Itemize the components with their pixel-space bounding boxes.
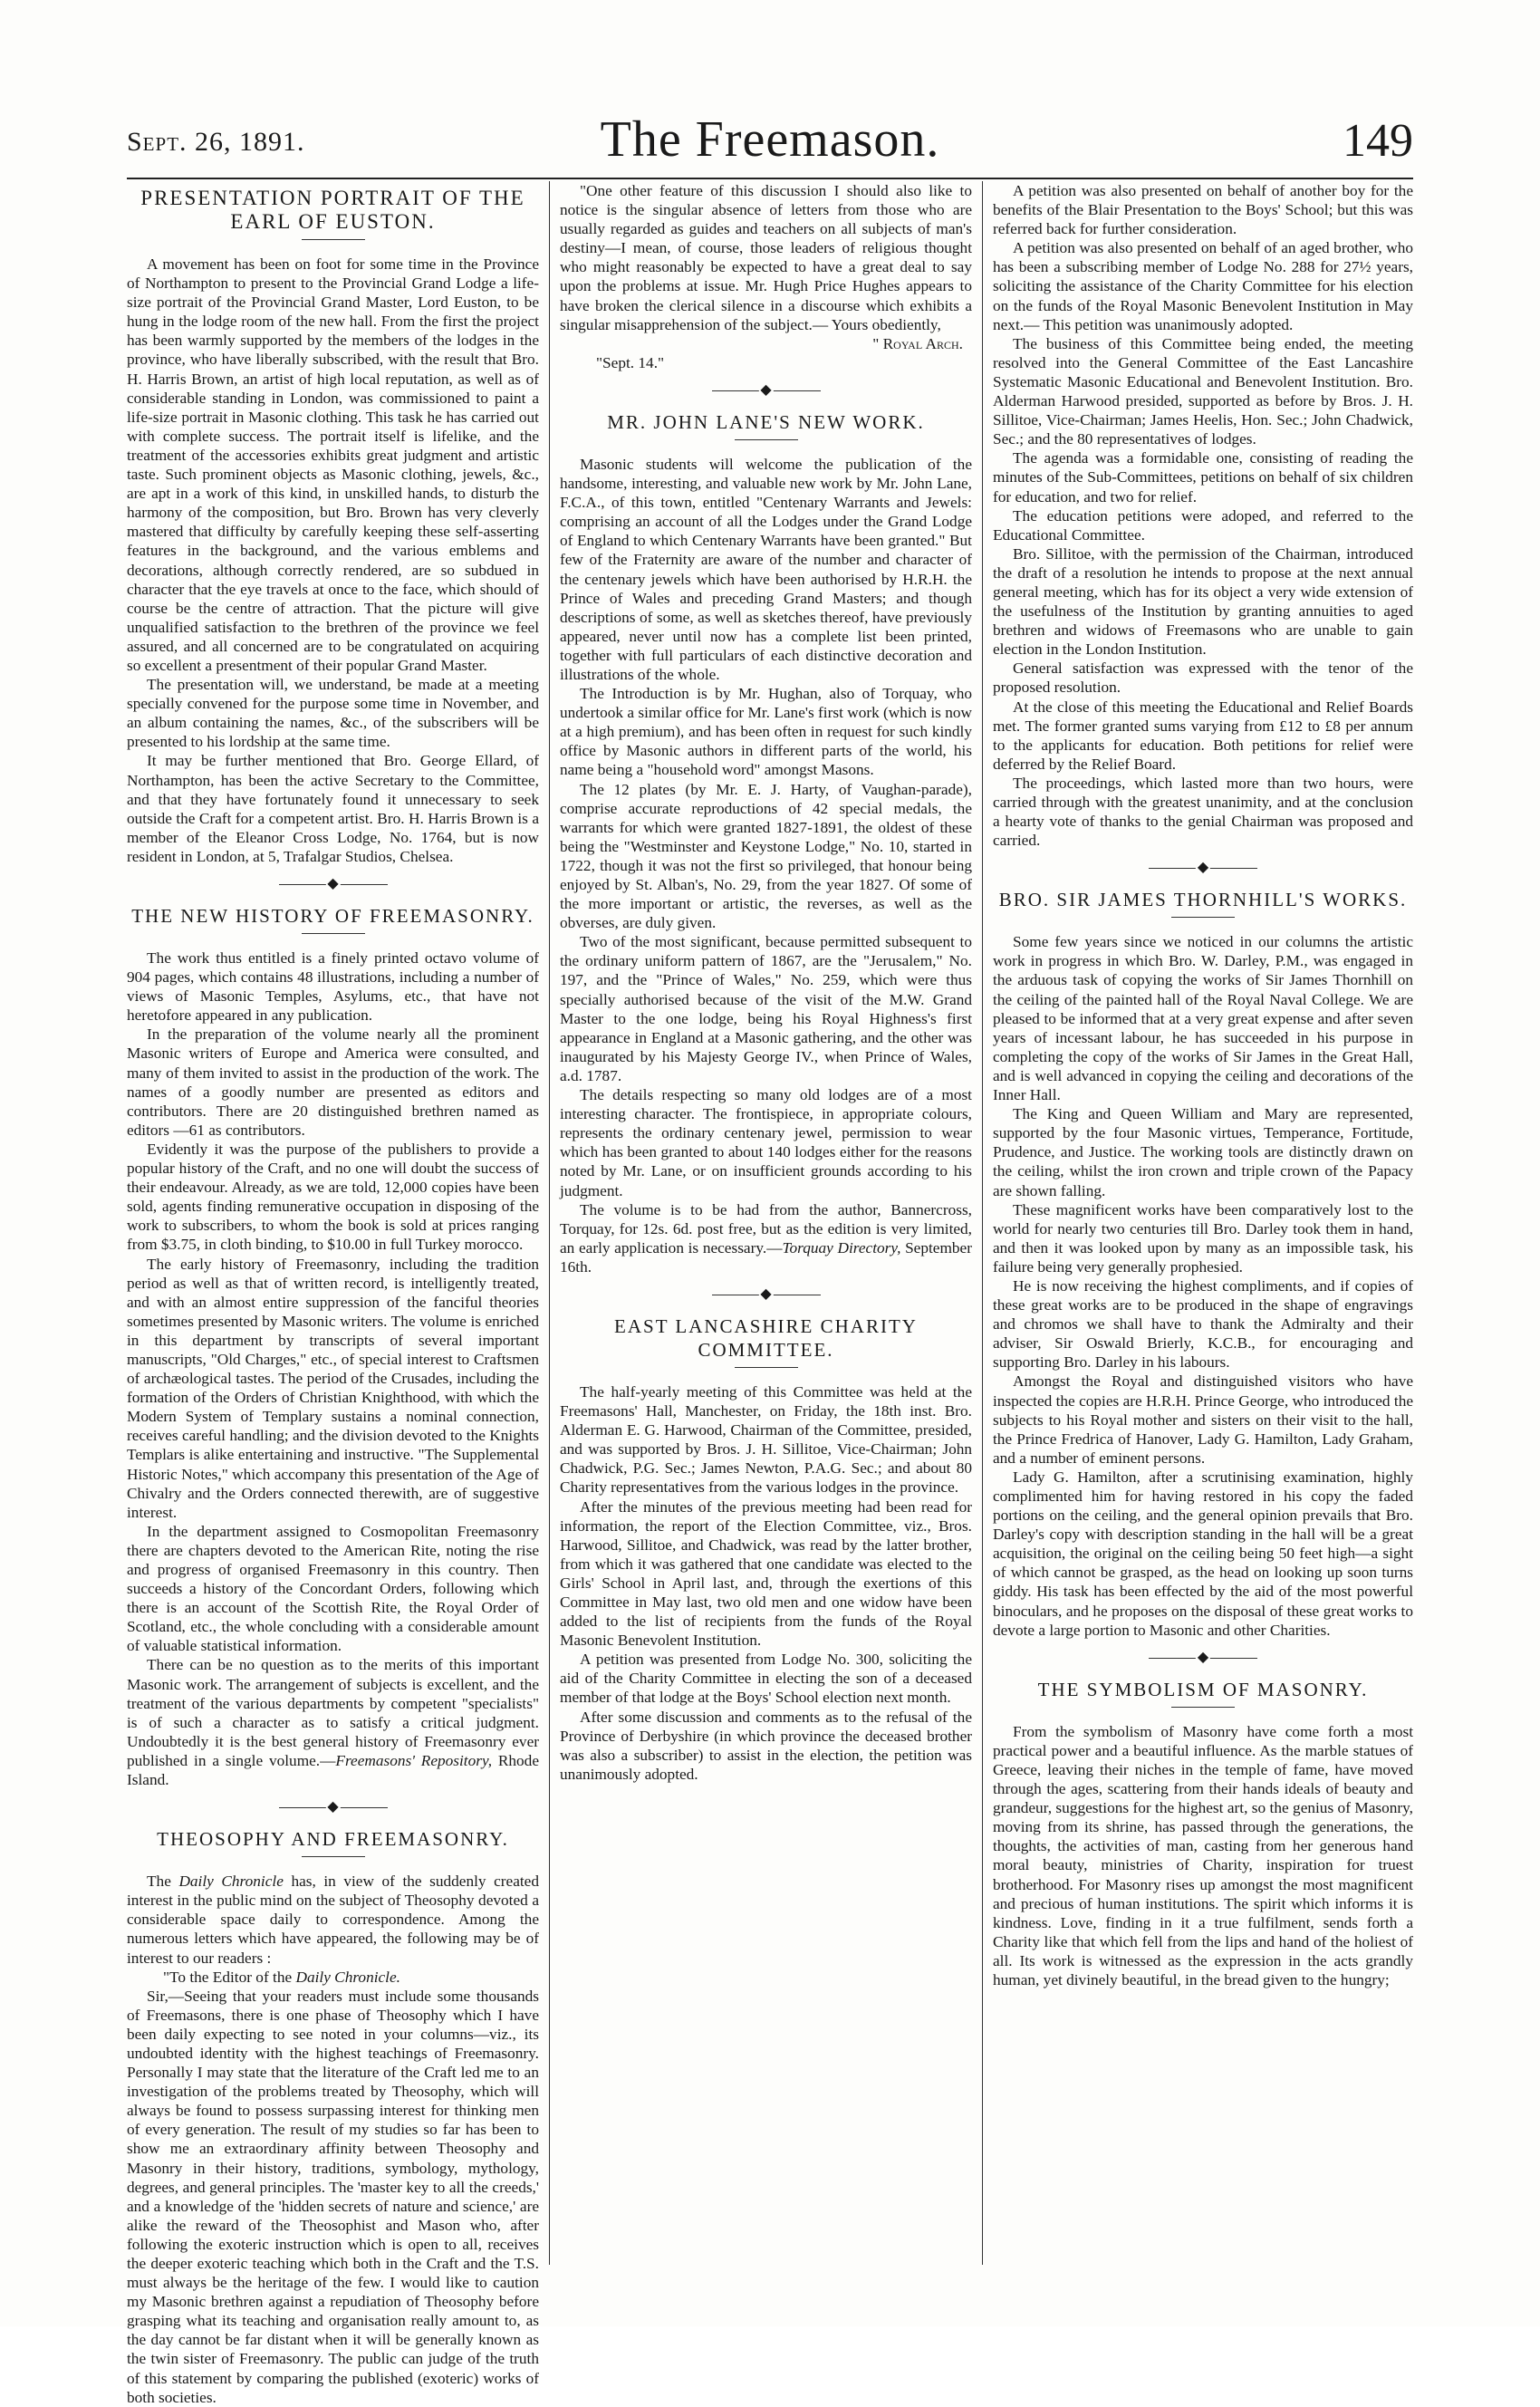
column-2 [560, 181, 972, 2274]
paragraph: The education petitions were adoped, and referred to the Educational Committee. [993, 506, 1413, 544]
paragraph: The presentation will, we understand, be made at a meeting specially convened for the purpose some time in November, and an album containing the names, &c., of the subscribers will be presented to his lordship at the same time. [127, 676, 539, 751]
newspaper-name: Daily Chronicle [178, 1873, 284, 1891]
paragraph: In the preparation of the volume nearly all the prominent Masonic writers of Europe and America were consulted, and many of them invited to assist in the production of the work. The names of a goodly number are presented as editors and contributors. There are 20 distinguished brethren named as editors —61 as contributors. [127, 1025, 539, 1139]
paragraph: The 12 plates (by Mr. E. J. Harty, of Vaughan-parade), comprise accurate reproductions of 42 special medals, the warrants for which were granted 1827-1891, the oldest of these being the "Westminster and Keystone Lodge," No. 10, started in 1722, though it was not the first so privileged, that honour being enjoyed by St. Alban's, No. 29, from the year 1827. Of some of the more important or artistic, the reverses, as well as the obverses, are duly given. [560, 780, 972, 932]
masthead-rule [127, 178, 1413, 179]
title-rule [1171, 917, 1235, 918]
article-title-thornhill: BRO. SIR JAMES THORNHILL'S WORKS. [998, 889, 1408, 911]
title-rule [302, 933, 365, 934]
paragraph: The early history of Freemasonry, including the tradition period as well as that of written record, is intelligently treated, and with an almost entire suppression of the fanciful theories sometimes presented by Masonic writers. The volume is enriched in this department by transcripts of several important manuscripts, "Old Charges," etc., of special interest to Craftsmen of archæological tastes. The period of the Crusades, including the formation of the Orders of Christian Knighthood, with which the Modern System of Templary sustains a nominal connection, receives careful handling; and the division devoted to the Knights Templars is alike entertaining and instructive. "The Supplemental Historic Notes," which accompany this presentation of the Age of Chivalry and the Orders connected therewith, are of suggestive interest. [127, 1255, 539, 1521]
column-1 [127, 181, 539, 2406]
title-rule [302, 239, 365, 240]
paragraph: In the department assigned to Cosmopolitan Freemasonry there are chapters devoted to the American Rite, noting the rise and progress of organised Freemasonry in this country. Then succeeds a history of the Concordant Orders, following which there is an account of the Scottish Rite, the Royal Order of Scotland, etc., the whole concluding with a considerable amount of valuable statistical information. [127, 1522, 539, 1655]
article-title-lane: MR. JOHN LANE'S NEW WORK. [607, 410, 925, 433]
title-rule [735, 439, 798, 440]
paragraph: The agenda was a formidable one, consisting of reading the minutes of the Sub-Committees, petitions on behalf of six children for education, and two for relief. [993, 449, 1413, 505]
paragraph: Lady G. Hamilton, after a scrutinising examination, highly complimented him for having restored in his copy the faded portions on the ceiling, and the general opinion prevails that Bro. Darley's copy with description standing in the hall will be a great acquisition, the original on the ceiling being 50 feet high—a sight of which cannot be grasped, as the head on looking up soon turns giddy. His task has been effected by the aid of the most powerful binoculars, and he proposes on the disposal of these great works to devote a large portion to Masonic and other Charities. [993, 1468, 1413, 1639]
paragraph: Sir,—Seeing that your readers must include some thousands of Freemasons, there is one phase of Theosophy which I have been daily expecting to see noted in your columns—viz., its undoubted identity with the highest teachings of Freemasonry. Personally I may state that the literature of the Craft led me to an investigation of the problems treated by Theosophy, which will always be found to possess surpassing interest for thinking men of every generation. The result of my studies so far has been to show me an extraordinary affinity between Theosophy and Masonry in their history, traditions, symbology, mythology, degrees, and general principles. The 'master key to all the creeds,' and a knowledge of the 'hidden secrets of nature and science,' are alike the reward of the Theosophist and Mason who, after following the exoteric instruction which is open to all, receives the deeper exoteric teaching which both in the Craft and the T.S. must always be the heritage of the few. I would like to caution my Masonic brethren against a repudiation of Theosophy before grasping what its teaching and organisation really amount to, as the day cannot be far distant when it will be generally known as the twin sister of Freemasonry. The public can judge of the truth of this statement by comparing the published (exoteric) works of both societies. [127, 1987, 539, 2406]
title-rule [1171, 1707, 1235, 1708]
paragraph: The details respecting so many old lodges are of a most interesting character. The frontispiece, in appropriate colours, represents the ordinary centenary jewel, permission to wear which has been granted to about 140 lodges either for the reasons noted by Mr. Lane, or on insufficient grounds according to his judgment. [560, 1086, 972, 1199]
section-separator [279, 876, 388, 891]
paragraph: A petition was also presented on behalf of another boy for the benefits of the Blair Presentation to the Boys' School; but this was referred back for further consideration. [993, 182, 1413, 238]
paragraph: At the close of this meeting the Educational and Relief Boards met. The former granted sums varying from £12 to £8 per annum to the applicants for education. Both petitions for relief were deferred by the Relief Board. [993, 698, 1413, 773]
paragraph: There can be no question as to the merits of this important Masonic work. The arrangement of subjects is excellent, and the treatment of the various departments by competent "specialists" is of such a character as to satisfy a critical judgment. Undoubtedly it is the best general history of Freemasonry ever published in a single volume.—Freemasons' Repository, Rhode Island. [127, 1656, 539, 1789]
section-separator [1149, 1649, 1257, 1665]
diamond-ornament-icon: ◆ [1197, 1649, 1209, 1665]
section-separator [1149, 862, 1257, 875]
diamond-ornament-icon: ◆ [760, 381, 772, 398]
diamond-ornament-icon: ◆ [1197, 860, 1209, 876]
paragraph: Bro. Sillitoe, with the permission of the Chairman, introduced the draft of a resolution he intends to propose at the next annual general meeting, which has for its object a very wide extension of the usefulness of the Institution by granting annuities to aged brethren and widows of Freemasons who are unable to gain election in the London Institution. [993, 544, 1413, 659]
paragraph: The volume is to be had from the author, Bannercross, Torquay, for 12s. 6d. post free, but as the edition is very limited, an early application is necessary.—Torquay Directory, September 16th. [560, 1200, 972, 1276]
issue-date: Sept. 26, 1891. [127, 127, 305, 157]
paragraph: He is now receiving the highest compliments, and if copies of these great works are to be produced in the shape of engravings and chromos we shall have to thank the Admiralty and their adviser, Sir Oswald Brierly, K.C.B., for encouraging and supporting Bro. Darley in his labours. [993, 1276, 1413, 1372]
paragraph: The Introduction is by Mr. Hughan, also of Torquay, who undertook a similar office for Mr. Lane's first work (which is now at a high premium), and has been often in request for such kindly office by Masonic authors in different parts of the world, his name being a "household word" amongst Masons. [560, 685, 972, 779]
paragraph: The proceedings, which lasted more than two hours, were carried through with the greatest unanimity, and at the conclusion a hearty vote of thanks to the genial Chairman was proposed and carried. [993, 774, 1413, 850]
paragraph: After some discussion and comments as to the refusal of the Province of Derbyshire (in which province the deceased brother was also a subscriber) to assist in the election, the petition was unanimously adopted. [560, 1708, 972, 1783]
title-rule [302, 1856, 365, 1857]
paragraph: After the minutes of the previous meeting had been read for information, the report of the Election Committee, viz., Bros. Harwood, Sillitoe, and Chadwick, was read by the latter brother, from which it was gathered that one candidate was elected to the Girls' School in April last, and, through the exertions of this Committee in May last, two old men and one widow have been added to the list of recipients from the funds of the Royal Masonic Benevolent Institution. [560, 1497, 972, 1650]
article-title-charity: EAST LANCASHIRE CHARITY COMMITTEE. [614, 1314, 918, 1361]
column-rule [982, 181, 983, 2265]
paragraph: These magnificent works have been comparatively lost to the world for nearly two centuries till Bro. Darley took them in hand, and then it was looked upon by many as an impossible task, his failure being very generally prophesied. [993, 1200, 1413, 1276]
diamond-ornament-icon: ◆ [760, 1285, 772, 1302]
paragraph: The business of this Committee being ended, the meeting resolved into the General Committee of the East Lancashire Systematic Masonic Educational and Benevolent Institution. Bro. Alderman Harwood presided, supported as before by Bros. J. H. Sillitoe, Vice-Chairman; James Heelis, Hon. Sec.; John Chadwick, Sec.; and the 80 representatives of lodges. [993, 334, 1413, 448]
paragraph: General satisfaction was expressed with the tenor of the proposed resolution. [993, 660, 1413, 697]
section-separator [712, 1285, 821, 1302]
diamond-ornament-icon: ◆ [327, 1799, 339, 1815]
paragraph: From the symbolism of Masonry have come forth a most practical power and a beautiful influence. As the marble statues of Greece, leaving their niches in the temple of fame, have moved through the ages, scattering from their hands ideals of beauty and grandeur, suggestions for the highest art, so the genius of Masonry, moving from its shrine, has passed through the generations, the thoughts, the activities of man, casting from her generous hand moral beauty, ministries of Charity, inspiration for truest brotherhood. For Masonry rises up amongst the most magnificent and precious of human institutions. The spirit which informs it is kindness. Love, finding in it a true fulfilment, sends forth a Charity like that which fell from the lips and hand of the holiest of all. Its work is witnessed as the expression in the acts grandly human, yet divinely beautiful, in the bread given to the hungry; [993, 1722, 1413, 1988]
paragraph: The half-yearly meeting of this Committee was held at the Freemasons' Hall, Manchester, on Friday, the 18th inst. Bro. Alderman E. G. Harwood, Chairman of the Committee, presided, and was supported by Bros. J. H. Sillitoe, Vice-Chairman; John Chadwick, P.G. Sec.; James Newton, P.A.G. Sec.; and about 80 Charity representatives from the various lodges in the province. [560, 1382, 972, 1497]
paragraph: The King and Queen William and Mary are represented, supported by the four Masonic virtues, Temperance, Fortitude, Prudence, and Justice. The working tools are distinctly drawn on the ceiling, whilst the iron crown and triple crown of the Papacy are shown falling. [993, 1105, 1413, 1199]
diamond-ornament-icon: ◆ [327, 876, 339, 891]
paragraph: Two of the most significant, because permitted subsequent to the ordinary uniform pattern of 1867, are the "Jerusalem," No. 197, and the "Prince of Wales," No. 259, which were thus specially authorised because of the visit of the M.W. Grand Master to the one lodge, being his Royal Highness's first appearance in England at a Masonic gathering, and the other was inaugurated by his Majesty George IV., when Prince of Wales, a.d. 1787. [560, 933, 972, 1084]
paragraph: It may be further mentioned that Bro. George Ellard, of Northampton, has been the active Secretary to the Committee, and that they have fortunately found it unnecessary to seek outside the Craft for a competent artist. Bro. H. Harris Brown is a member of the Eleanor Cross Lodge, No. 1764, but is now resident in London, at 5, Trafalgar Studios, Chelsea. [127, 752, 539, 865]
paragraph: The Daily Chronicle has, in view of the suddenly created interest in the public mind on the subject of Theosophy devoted a considerable space daily to correspondence. Among the numerous letters which have appeared, the following may be of interest to our readers : [127, 1873, 539, 1967]
paragraph: Some few years since we noticed in our columns the artistic work in progress in which Bro. W. Darley, P.M., was engaged in the arduous task of copying the works of Sir James Thornhill on the ceiling of the painted hall of the Royal Naval College. We are pleased to be informed that at a very great expense and after seven years of incessant labour, he has succeeded in his purpose in completing the copy of the works of Sir James in the Great Hall, and is well advanced in copying the ceiling and decorations of the Inner Hall. [993, 933, 1413, 1104]
source-citation: Freemasons' Repository, [335, 1751, 493, 1769]
letter-date: "Sept. 14." [596, 353, 665, 371]
paragraph: Masonic students will welcome the publication of the handsome, interesting, and valuable new work by Mr. John Lane, F.C.A., of this town, entitled "Centenary Warrants and Jewels: comprising an account of all the Lodges under the Grand Lodge of England to which Centenary Warrants have been granted." But few of the Fraternity are aware of the number and character of the centenary jewels which have been authorised by H.R.H. the Prince of Wales and preceding Grand Masters; and though descriptions of some, as well as sketches thereof, have previously appeared, never until now has a complete list been printed, together with full particulars of each distinctive decoration and illustrations of the whole. [560, 455, 972, 683]
source-citation: Torquay Directory, [782, 1238, 901, 1256]
masthead [127, 107, 1413, 174]
section-separator [279, 1799, 388, 1815]
article-title-history: THE NEW HISTORY OF FREEMASONRY. [131, 905, 534, 927]
article-title-symbolism: THE SYMBOLISM OF MASONRY. [1037, 1678, 1369, 1700]
paragraph: Amongst the Royal and distinguished visitors who have inspected the copies are H.R.H. Prince George, who introduced the subjects to his Royal mother and sisters on their visit to the hall, the Prince Fredrica of Hanover, Lady G. Hamilton, Lady Graham, and a number of eminent persons. [993, 1372, 1413, 1467]
page-number: 149 [1343, 115, 1413, 167]
paragraph: A petition was presented from Lodge No. 300, soliciting the aid of the Charity Committee in electing the son of a deceased member of that lodge at the Boys' School election next month. [560, 1651, 972, 1707]
section-separator [712, 381, 821, 398]
paragraph: "One other feature of this discussion I should also like to notice is the singular absence of letters from those who are usually regarded as guides and teachers on all subjects of man's destiny—I mean, of course, those leaders of religious thought who might reasonably be expected to have a great deal to say upon the problems at issue. Mr. Hugh Price Hughes appears to have broken the clerical silence in a discourse which exhibits a singular misapprehension of the subject.— Yours obediently, [560, 182, 972, 333]
letter-signature: " Royal Arch. [872, 334, 963, 352]
title-rule [735, 1367, 798, 1368]
article-title-euston: PRESENTATION PORTRAIT OF THE EARL OF EUSTON. [140, 187, 525, 233]
letter-salutation: "To the Editor of the Daily Chronicle. [163, 1968, 400, 1986]
paragraph: A movement has been on foot for some time in the Province of Northampton to present to the Provincial Grand Lodge a life-size portrait of the Provincial Grand Master, Lord Euston, to be hung in the lodge room of the new hall. From the first the project has been warmly supported by the members of the lodges in the province, who have liberally subscribed, with the result that Bro. H. Harris Brown, an artist of high local reputation, as well as of considerable standing in London, was commissioned to paint a life-size portrait in Masonic clothing. This task he has carried out with complete success. The portrait itself is lifelike, and the treatment of the accessories exhibits great judgment and artistic taste. Such prominent objects as Masonic clothing, jewels, &c., are apt in a work of this kind, in unskilled hands, to disturb the harmony of the composition, but Bro. Brown has very cleverly mastered that difficulty by carefully keeping these self-asserting features in the background, and the various emblems and decorations, although correctly rendered, are so subdued in character that the eye travels at once to the face, which should of course be the centre of attraction. That the picture will give unqualified satisfaction to the brethren of the province we feel assured, and all concerned are to be congratulated on acquiring so excellent a presentment of their popular Grand Master. [127, 255, 539, 674]
paragraph: A petition was also presented on behalf of an aged brother, who has been a subscribing member of Lodge No. 288 for 27½ years, soliciting the assistance of the Charity Committee for his election on the funds of the Royal Masonic Benevolent Institution in May next.— This petition was unanimously adopted. [993, 239, 1413, 333]
paragraph: The work thus entitled is a finely printed octavo volume of 904 pages, which contains 48 illustrations, including a number of views of Masonic Temples, Asylums, etc., that have not heretofore appeared in any publication. [127, 949, 539, 1025]
article-title-theosophy: THEOSOPHY AND FREEMASONRY. [157, 1828, 509, 1851]
column-3 [993, 181, 1413, 2274]
column-rule [549, 181, 550, 2265]
newspaper-title: The Freemason. [600, 111, 940, 168]
paragraph: Evidently it was the purpose of the publishers to provide a popular history of the Craft, and no one will doubt the success of their endeavour. Already, as we are told, 12,000 copies have been sold, agents finding remunerative occupation in disposing of the work to subscribers, to whom the book is sold at prices ranging from $3.75, in cloth binding, to $10.00 in full Turkey morocco. [127, 1140, 539, 1254]
